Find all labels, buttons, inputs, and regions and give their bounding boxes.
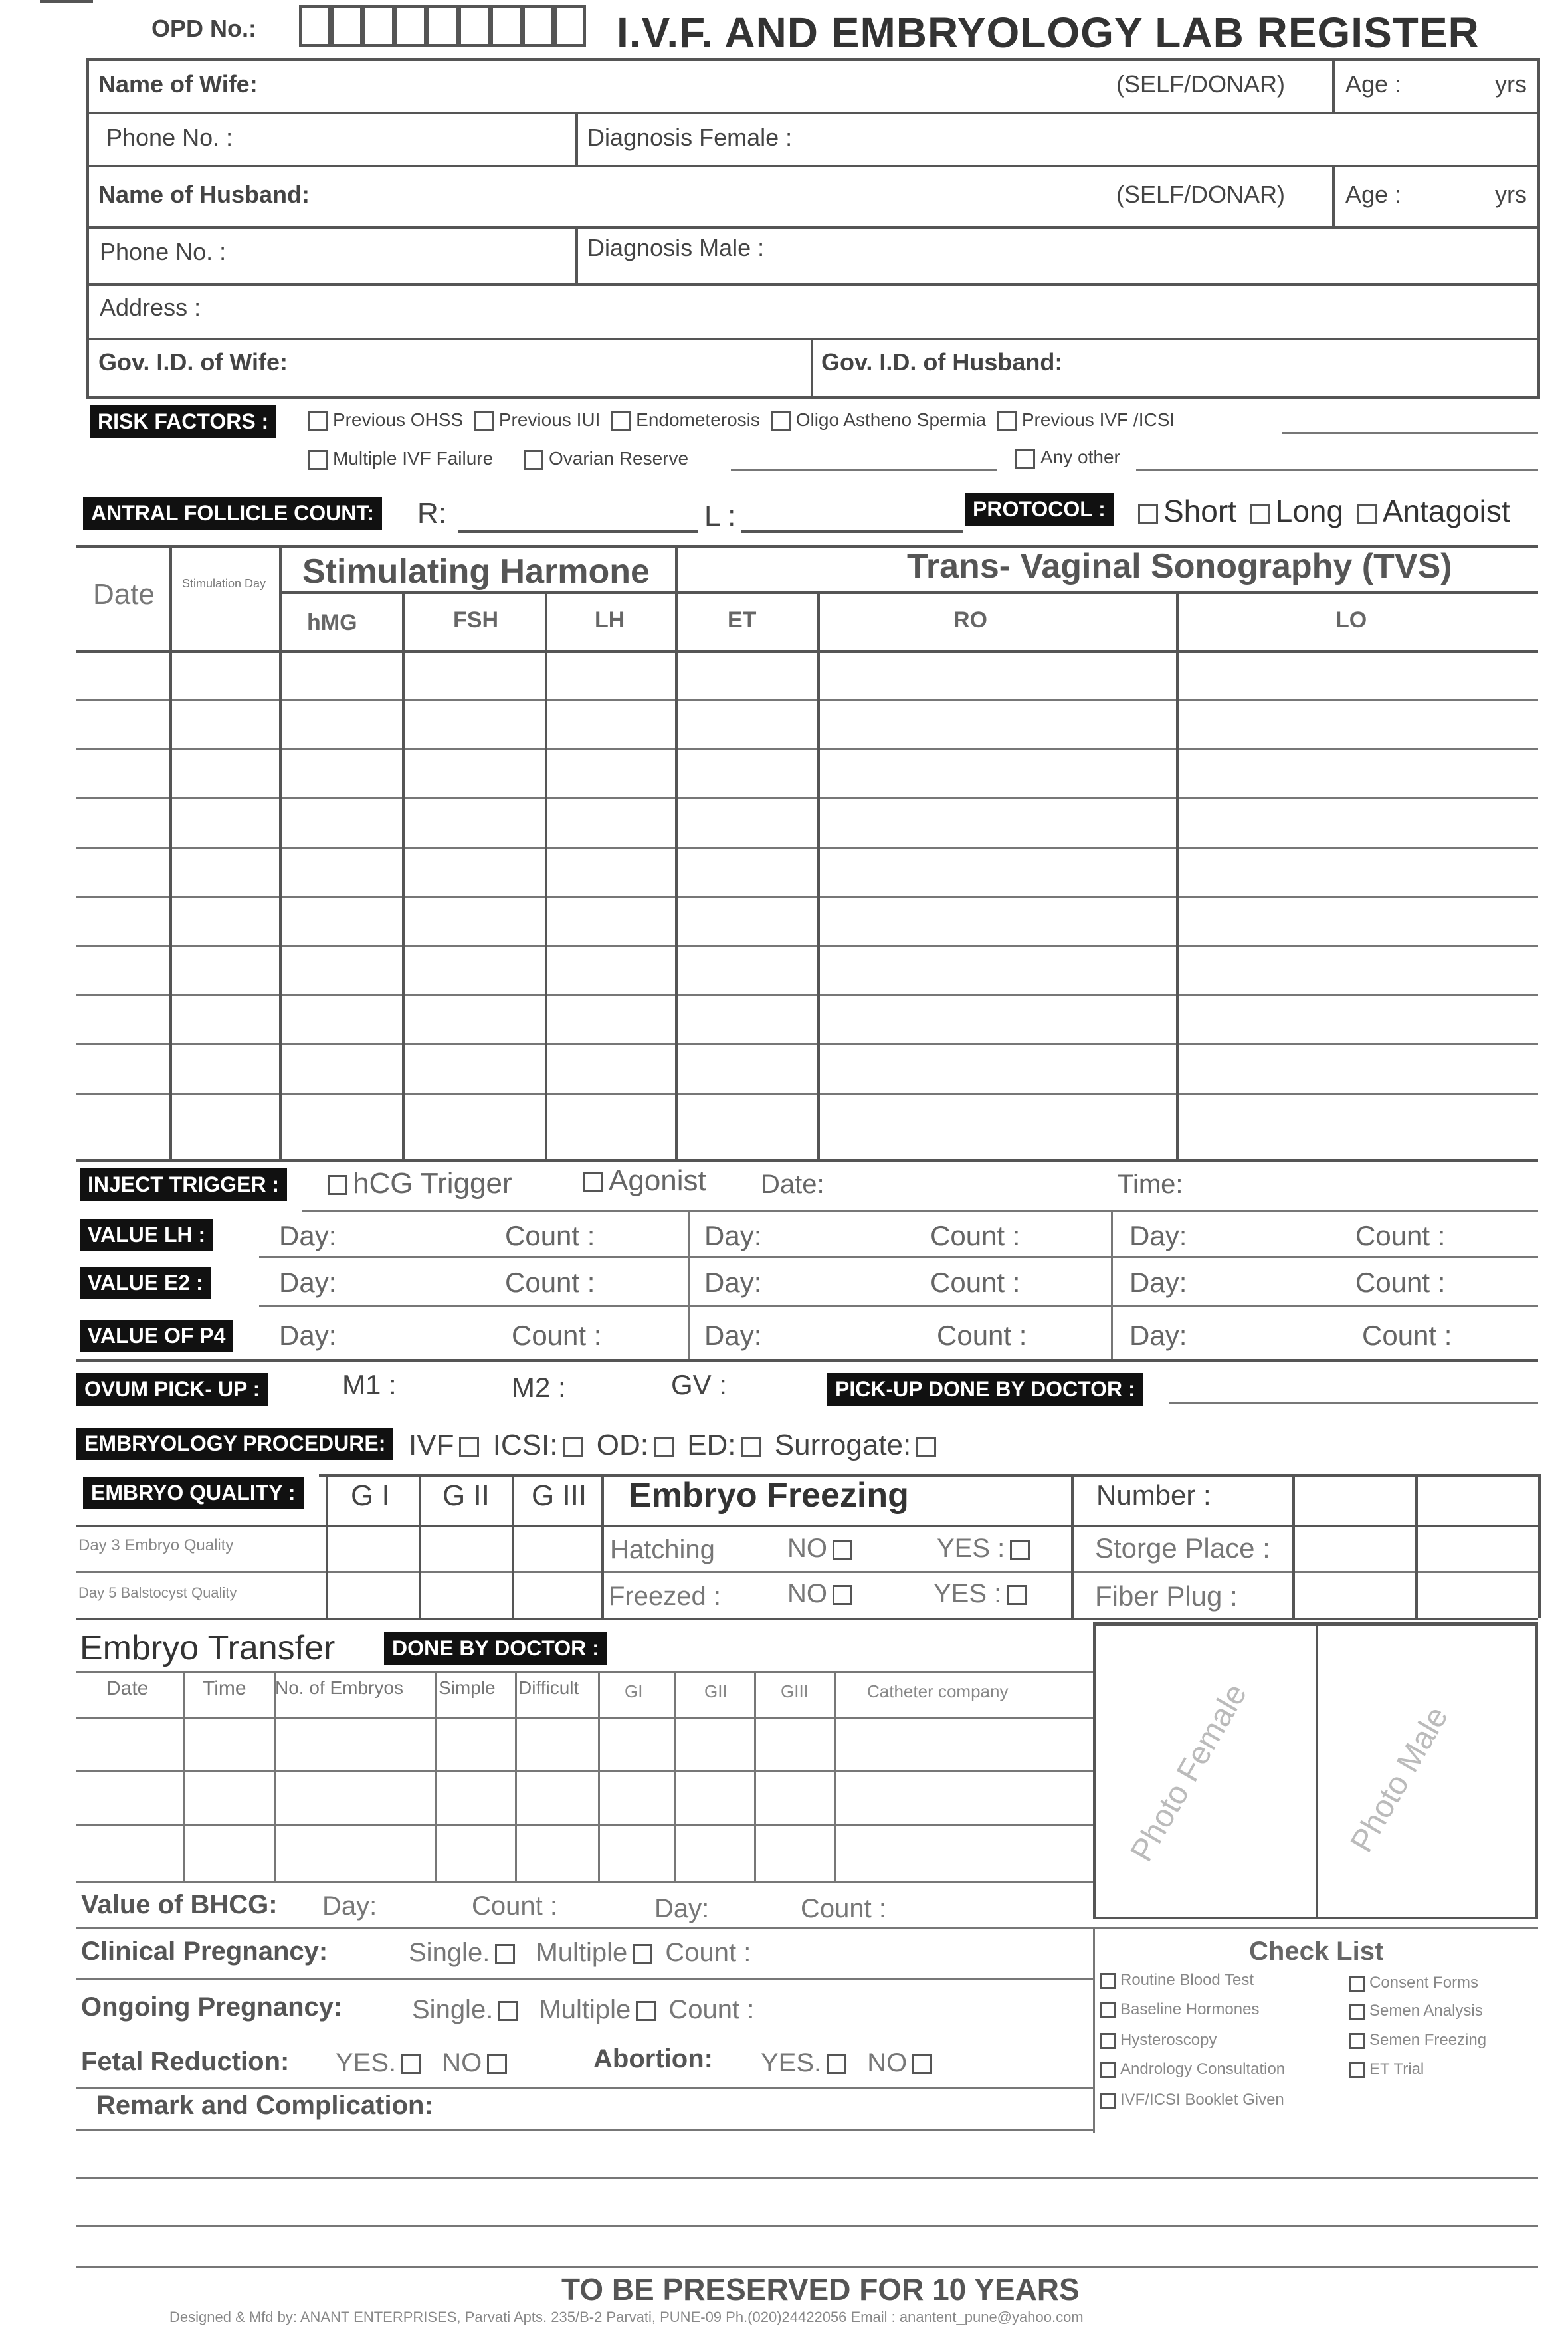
- address-label: Address :: [100, 294, 201, 321]
- opd-cell[interactable]: [363, 5, 395, 47]
- risk-row1: Previous OHSS Previous IUI Endometerosis Oligo Astheno Spermia Previous IVF /ICSI: [302, 409, 1175, 431]
- husband-age-label: Age :: [1345, 181, 1402, 208]
- procedure-tag: EMBRYOLOGY PROCEDURE:: [76, 1428, 393, 1460]
- grade-2: G II: [442, 1479, 490, 1512]
- bhcg-day-2: Day:: [654, 1894, 710, 1923]
- checkbox[interactable]: [563, 1437, 583, 1457]
- opd-cell[interactable]: [395, 5, 427, 47]
- checkbox[interactable]: [916, 1437, 936, 1457]
- checkbox[interactable]: [833, 1585, 852, 1605]
- freezing-number-label: Number :: [1096, 1479, 1211, 1511]
- checkbox[interactable]: [495, 1944, 515, 1964]
- diagnosis-female-label: Diagnosis Female :: [587, 124, 793, 151]
- value-e2-tag: VALUE E2 :: [80, 1267, 211, 1299]
- checkbox[interactable]: [1015, 449, 1035, 469]
- transfer-doctor-tag: DONE BY DOCTOR :: [384, 1632, 607, 1665]
- clinical-options: Single. Multiple Count :: [409, 1938, 751, 1967]
- stim-date-header: Date: [93, 578, 155, 611]
- hatching-yes: YES :: [937, 1534, 1035, 1564]
- checkbox[interactable]: [827, 2054, 846, 2074]
- diagnosis-male-label: Diagnosis Male :: [587, 234, 765, 261]
- checkbox[interactable]: [633, 1944, 652, 1964]
- fetal-reduction-label: Fetal Reduction:: [81, 2047, 290, 2076]
- grade-3: G III: [532, 1479, 587, 1512]
- page-title: I.V.F. AND EMBRYOLOGY LAB REGISTER: [617, 9, 1480, 56]
- freezed-no: NO: [787, 1579, 858, 1609]
- photo-female-placeholder[interactable]: Photo Female: [1124, 1677, 1254, 1868]
- checkbox[interactable]: [654, 1437, 674, 1457]
- checkbox[interactable]: [1100, 2033, 1116, 2049]
- trigger-agonist: Agonist: [578, 1164, 706, 1198]
- opd-cell[interactable]: [458, 5, 490, 47]
- checkbox[interactable]: [1100, 2093, 1116, 2109]
- checkbox[interactable]: [1349, 1976, 1365, 1992]
- freezed-yes: YES :: [933, 1579, 1032, 1609]
- opd-cell[interactable]: [522, 5, 554, 47]
- patient-info-box: [86, 58, 1540, 399]
- col-lh: LH: [595, 607, 625, 633]
- day3-quality-label: Day 3 Embryo Quality: [78, 1536, 234, 1554]
- inject-trigger-tag: INJECT TRIGGER :: [80, 1168, 287, 1201]
- hatching-no: NO: [787, 1534, 858, 1564]
- afc-tag: ANTRAL FOLLICLE COUNT:: [83, 497, 382, 530]
- fiber-plug-label: Fiber Plug :: [1095, 1580, 1238, 1612]
- opd-cell[interactable]: [331, 5, 363, 47]
- checkbox[interactable]: [1007, 1585, 1027, 1605]
- ovum-gv: GV :: [671, 1369, 728, 1400]
- embryo-freezing-title: Embryo Freezing: [629, 1476, 909, 1515]
- afc-l-label: L :: [704, 500, 736, 532]
- checkbox[interactable]: [487, 2054, 507, 2074]
- wife-age-yrs: yrs: [1495, 70, 1527, 98]
- husband-age-yrs: yrs: [1495, 181, 1527, 208]
- wife-age-label: Age :: [1345, 70, 1402, 98]
- protocol-options: Short Long Antagoist: [1133, 493, 1510, 529]
- checkbox[interactable]: [912, 2054, 932, 2074]
- checkbox[interactable]: [459, 1437, 479, 1457]
- col-hmg: hMG: [307, 610, 357, 635]
- wife-self-donor: (SELF/DONAR): [1116, 70, 1286, 98]
- col-ro: RO: [953, 607, 987, 633]
- husband-self-donor: (SELF/DONAR): [1116, 181, 1286, 208]
- checkbox[interactable]: [611, 411, 631, 431]
- storage-place-label: Storge Place :: [1095, 1533, 1270, 1564]
- freezed-label: Freezed :: [609, 1582, 721, 1611]
- checkbox[interactable]: [524, 450, 543, 470]
- checkbox[interactable]: [1349, 2004, 1365, 2020]
- corner-mark: [40, 0, 93, 3]
- checkbox[interactable]: [1349, 2062, 1365, 2078]
- protocol-tag: PROTOCOL :: [965, 493, 1114, 526]
- day5-quality-label: Day 5 Balstocyst Quality: [78, 1584, 237, 1601]
- bhcg-label: Value of BHCG:: [81, 1890, 278, 1919]
- col-lo: LO: [1335, 607, 1367, 633]
- stim-day-header: Stimulation Day: [181, 577, 266, 590]
- photo-male-placeholder[interactable]: Photo Male: [1343, 1701, 1456, 1858]
- clinical-pregnancy-label: Clinical Pregnancy:: [81, 1937, 328, 1966]
- grade-1: G I: [351, 1479, 390, 1512]
- value-lh-tag: VALUE LH :: [80, 1219, 213, 1251]
- value-p4-tag: VALUE OF P4: [80, 1320, 233, 1352]
- preserve-notice: TO BE PRESERVED FOR 10 YEARS: [561, 2272, 1080, 2307]
- tvs-header: Trans- Vaginal Sonography (TVS): [907, 547, 1452, 585]
- procedure-options: IVF ICSI: OD: ED: Surrogate:: [409, 1429, 941, 1462]
- bhcg-count-2: Count :: [801, 1894, 886, 1923]
- gov-id-wife-label: Gov. I.D. of Wife:: [98, 348, 288, 375]
- checklist-title: Check List: [1249, 1937, 1384, 1966]
- checkbox[interactable]: [1010, 1540, 1030, 1560]
- checkbox[interactable]: [1357, 504, 1377, 524]
- checkbox[interactable]: [583, 1172, 603, 1192]
- checkbox[interactable]: [997, 411, 1017, 431]
- trigger-date-label: Date:: [761, 1170, 825, 1199]
- col-et: ET: [728, 607, 757, 633]
- opd-cell[interactable]: [490, 5, 522, 47]
- designer-credit: Designed & Mfd by: ANANT ENTERPRISES, Parvati Apts. 235/B-2 Parvati, PUNE-09 Ph.(020)24422056 Email : anantent_pune@yahoo.com: [169, 2309, 1084, 2325]
- trigger-hcg: hCG Trigger: [322, 1167, 512, 1200]
- bhcg-day-1: Day:: [322, 1891, 377, 1921]
- pickup-doctor-tag: PICK-UP DONE BY DOCTOR :: [827, 1373, 1143, 1406]
- afc-r-line[interactable]: [458, 530, 698, 533]
- abortion-options: YES. NO: [761, 2048, 937, 2078]
- risk-any-other: Any other: [1010, 447, 1120, 469]
- ovum-pickup-tag: OVUM PICK- UP :: [76, 1373, 268, 1406]
- opd-label: OPD No.:: [151, 15, 256, 42]
- opd-cell[interactable]: [299, 5, 331, 47]
- checkbox[interactable]: [1100, 1973, 1116, 1989]
- checkbox[interactable]: [401, 2054, 421, 2074]
- checkbox[interactable]: [308, 411, 328, 431]
- checkbox[interactable]: [308, 450, 328, 470]
- checkbox[interactable]: [1250, 504, 1270, 524]
- wife-phone-label: Phone No. :: [106, 124, 233, 151]
- checkbox[interactable]: [1100, 2002, 1116, 2018]
- ongoing-pregnancy-label: Ongoing Pregnancy:: [81, 1992, 343, 2022]
- risk-row2: Multiple IVF Failure Ovarian Reserve: [302, 448, 688, 470]
- risk-factors-tag: RISK FACTORS :: [90, 405, 276, 438]
- checkbox[interactable]: [1100, 2062, 1116, 2078]
- embryo-transfer-title: Embryo Transfer: [80, 1629, 336, 1667]
- col-fsh: FSH: [453, 607, 498, 633]
- opd-cell[interactable]: [554, 5, 586, 47]
- hatching-label: Hatching: [610, 1535, 715, 1564]
- ovum-m1: M1 :: [342, 1369, 397, 1400]
- checkbox[interactable]: [833, 1540, 852, 1560]
- ovum-m2: M2 :: [512, 1372, 566, 1403]
- bhcg-count-1: Count :: [472, 1891, 557, 1921]
- fetal-options: YES. NO: [336, 2048, 512, 2078]
- checkbox[interactable]: [328, 1175, 347, 1195]
- trigger-time-label: Time:: [1118, 1170, 1183, 1199]
- checkbox[interactable]: [1349, 2033, 1365, 2049]
- stim-hormone-header: Stimulating Harmone: [302, 552, 650, 591]
- gov-id-husband-label: Gov. I.D. of Husband:: [821, 348, 1063, 375]
- remark-label: Remark and Complication:: [96, 2091, 433, 2120]
- wife-name-label: Name of Wife:: [98, 70, 258, 98]
- abortion-label: Abortion:: [593, 2044, 713, 2073]
- husband-phone-label: Phone No. :: [100, 238, 227, 265]
- opd-cell[interactable]: [427, 5, 458, 47]
- checkbox[interactable]: [741, 1437, 761, 1457]
- checkbox[interactable]: [1138, 504, 1158, 524]
- afc-r-label: R:: [417, 497, 446, 530]
- checkbox[interactable]: [771, 411, 791, 431]
- checkbox[interactable]: [498, 2001, 518, 2021]
- embryo-quality-tag: EMBRYO QUALITY :: [83, 1477, 304, 1509]
- checkbox[interactable]: [636, 2001, 656, 2021]
- afc-l-line[interactable]: [741, 530, 963, 533]
- husband-name-label: Name of Husband:: [98, 181, 310, 208]
- ongoing-options: Single. Multiple Count :: [412, 1995, 755, 2024]
- checkbox[interactable]: [474, 411, 494, 431]
